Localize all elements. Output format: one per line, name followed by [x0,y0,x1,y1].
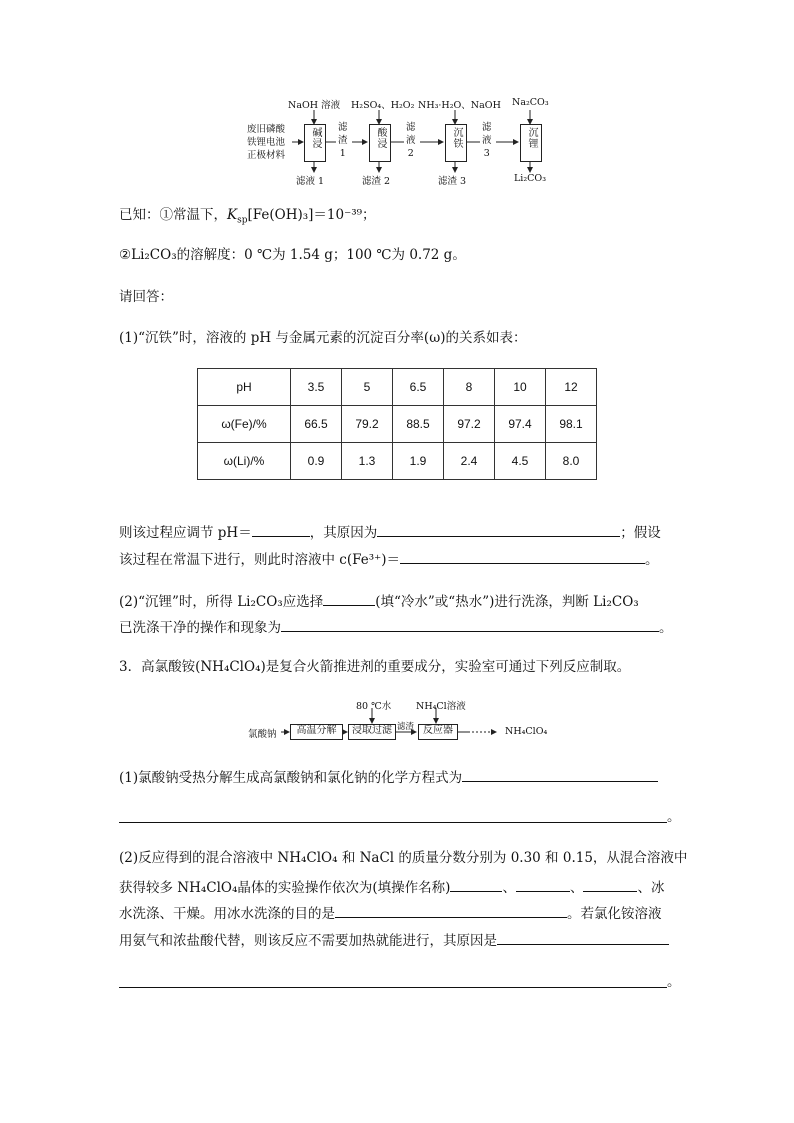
q3-2-sep-2: 、 [569,880,584,896]
ice-wash-purpose-blank[interactable] [335,903,567,918]
q3-2-line-4 [119,930,669,951]
q2-line-2-text: 已洗涤干净的操作和现象为 [119,620,281,636]
table-row-header [198,369,597,406]
flow1-step-acid-leach [369,124,391,162]
flow1-output-1: 滤液 1 [296,176,325,187]
table-row-fe [198,406,597,443]
known-line-1 [119,205,376,231]
fe-concentration-blank[interactable] [400,549,645,564]
flow1-mid-3-c: 3 [483,148,490,159]
table-cell: 97.2 [444,406,495,443]
reason-answer-blank[interactable] [377,522,620,537]
equation-blank[interactable] [462,767,658,782]
q3-1-line-1 [119,767,658,788]
q3-2-line-3-text-b: 。若氯化铵溶液 [567,906,662,922]
ph-precipitation-table [197,368,597,480]
flow1-mid-1 [338,121,348,160]
q1-line-a-text-1: 则该过程应调节 pH＝ [119,525,252,541]
flow1-mid-2-b: 液 [406,135,416,146]
table-cell: 1.9 [393,443,444,480]
flow1-step-3-label: 沉铁 [451,127,462,149]
q3-2-line-1: (2)反应得到的混合溶液中 NH₄ClO₄ 和 NaCl 的质量分数分别为 0.30 和 0.15，从混合溶液中 [119,850,688,866]
known-line-1-rest: [Fe(OH)₃]＝10⁻³⁹； [247,207,376,223]
table-cell: ω(Li)/% [198,443,291,480]
no-heat-reason-blank[interactable] [497,930,669,945]
known-line-1-prefix: 已知：①常温下， [119,207,227,223]
flow1-mid-2 [406,121,416,160]
q1-line-a-text-3: ；假设 [620,525,661,541]
table-cell: 12 [546,369,597,406]
flow1-mid-1-c: 1 [339,148,346,159]
q3-2-line-4-text: 用氨气和浓盐酸代替，则该反应不需要加热就能进行，其原因是 [119,933,497,949]
flow1-output-3: 滤渣 3 [438,176,467,187]
flow1-step-2-label: 酸浸 [375,127,386,149]
flow1-mid-2-c: 2 [407,148,414,159]
q1-line-b-end: 。 [645,552,659,568]
flow2-step-leach-filter: 浸取过滤 [348,724,396,740]
q3-2-end: 。 [667,974,681,990]
ksp-symbol: K [227,207,238,223]
table-cell: 97.4 [495,406,546,443]
flow1-mid-3-a: 滤 [482,122,492,133]
q3-2-sep-1: 、 [502,880,516,896]
flow1-start-1: 废旧磷酸 [247,124,286,135]
table-cell: 5 [342,369,393,406]
q1-line-a-text-2: ，其原因为 [309,525,378,541]
table-cell: 3.5 [291,369,342,406]
equation-blank-line-2[interactable] [119,822,667,823]
prompt-answer: 请回答： [119,289,173,305]
flow1-input-2: H₂SO₄、H₂O₂ [351,100,415,111]
flow1-mid-1-a: 滤 [338,122,348,133]
q3-2-line-3 [119,903,662,924]
flow1-mid-1-b: 渣 [338,135,348,146]
flow-diagram-perchlorate [0,690,794,750]
q2-line-2-end: 。 [659,620,673,636]
flow1-mid-3-b: 液 [482,135,492,146]
q2-line-1-text-b: (填“冷水”或“热水”)进行洗涤，判断 Li₂CO₃ [375,594,639,610]
flow1-output-4: Li₂CO₃ [514,173,547,184]
operation-blank-3[interactable] [583,877,637,892]
flow1-step-4-label: 沉锂 [526,127,537,149]
table-cell: 0.9 [291,443,342,480]
q3-2-line-2-end: 、冰 [637,880,665,896]
q3-2-line-2-text: 获得较多 NH₄ClO₄晶体的实验操作依次为(填操作名称) [119,880,451,896]
flow1-input-3: NH₃·H₂O、NaOH [418,100,501,111]
flow1-mid-3 [482,121,492,160]
flow1-input-1: NaOH 溶液 [288,100,341,111]
table-cell: 79.2 [342,406,393,443]
q1-answer-line-a [119,522,661,543]
flow1-step-1-label: 碱浸 [310,127,321,149]
table-cell: 98.1 [546,406,597,443]
flow2-input-1: 80 ℃水 [356,701,392,712]
flow1-arrows [0,0,794,190]
flow2-end: NH₄ClO₄ [505,726,548,737]
table-cell: 6.5 [393,369,444,406]
table-cell: 4.5 [495,443,546,480]
table-cell: 2.4 [444,443,495,480]
table-cell: ω(Fe)/% [198,406,291,443]
q3-1-text: (1)氯酸钠受热分解生成高氯酸钠和氯化钠的化学方程式为 [119,770,463,786]
flow1-step-iron-precip [445,124,467,162]
flow1-output-2: 滤渣 2 [362,176,391,187]
table-cell: 88.5 [393,406,444,443]
q3-2-line-2 [119,877,664,898]
flow2-input-2: NH₄Cl溶液 [416,701,466,712]
q1-line-b-text: 该过程在常温下进行，则此时溶液中 c(Fe³⁺)＝ [119,552,401,568]
flow-diagram-lithium [0,0,794,190]
flow1-start-2: 铁锂电池 [247,137,286,148]
known-line-2: ②Li₂CO₃的溶解度：0 ℃为 1.54 g；100 ℃为 0.72 g。 [119,247,466,263]
operation-blank-2[interactable] [516,877,570,892]
table-cell: 10 [495,369,546,406]
flow1-start-3: 正极材料 [247,150,286,161]
no-heat-reason-blank-line-2[interactable] [119,987,667,988]
table-cell: 8.0 [546,443,597,480]
q3-2-line-3-text-a: 水洗涤、干燥。用冰水洗涤的目的是 [119,906,335,922]
q1-intro: (1)“沉铁”时，溶液的 pH 与金属元素的沉淀百分率(ω)的关系如表： [119,330,527,346]
table-cell: 8 [444,369,495,406]
ph-answer-blank[interactable] [252,522,310,537]
flow1-step-alkali-leach [304,124,326,162]
q2-line-1-text-a: (2)“沉锂”时，所得 Li₂CO₃应选择 [119,594,324,610]
flow2-mid: 滤渣 [397,722,415,732]
operation-blank-1[interactable] [450,877,502,892]
table-cell: 1.3 [342,443,393,480]
flow2-start: 氯酸钠 [248,729,277,740]
q1-answer-line-b [119,549,659,570]
q2-line-1 [119,591,639,612]
wash-check-blank[interactable] [281,617,659,632]
ksp-subscript: sp [237,215,248,226]
q3-title: 3．高氯酸铵(NH₄ClO₄)是复合火箭推进剂的重要成分，实验室可通过下列反应制取。 [119,659,631,675]
wash-water-blank[interactable] [323,591,375,606]
flow1-mid-2-a: 滤 [406,122,416,133]
flow2-step-reactor: 反应器 [418,724,458,740]
flow1-input-4: Na₂CO₃ [512,97,549,108]
table-row-li [198,443,597,480]
table-cell: 66.5 [291,406,342,443]
q2-line-2 [119,617,673,638]
q3-1-end: 。 [667,809,681,825]
flow2-step-decompose: 高温分解 [290,724,343,740]
flow1-step-lithium-precip [520,124,542,162]
table-cell: pH [198,369,291,406]
